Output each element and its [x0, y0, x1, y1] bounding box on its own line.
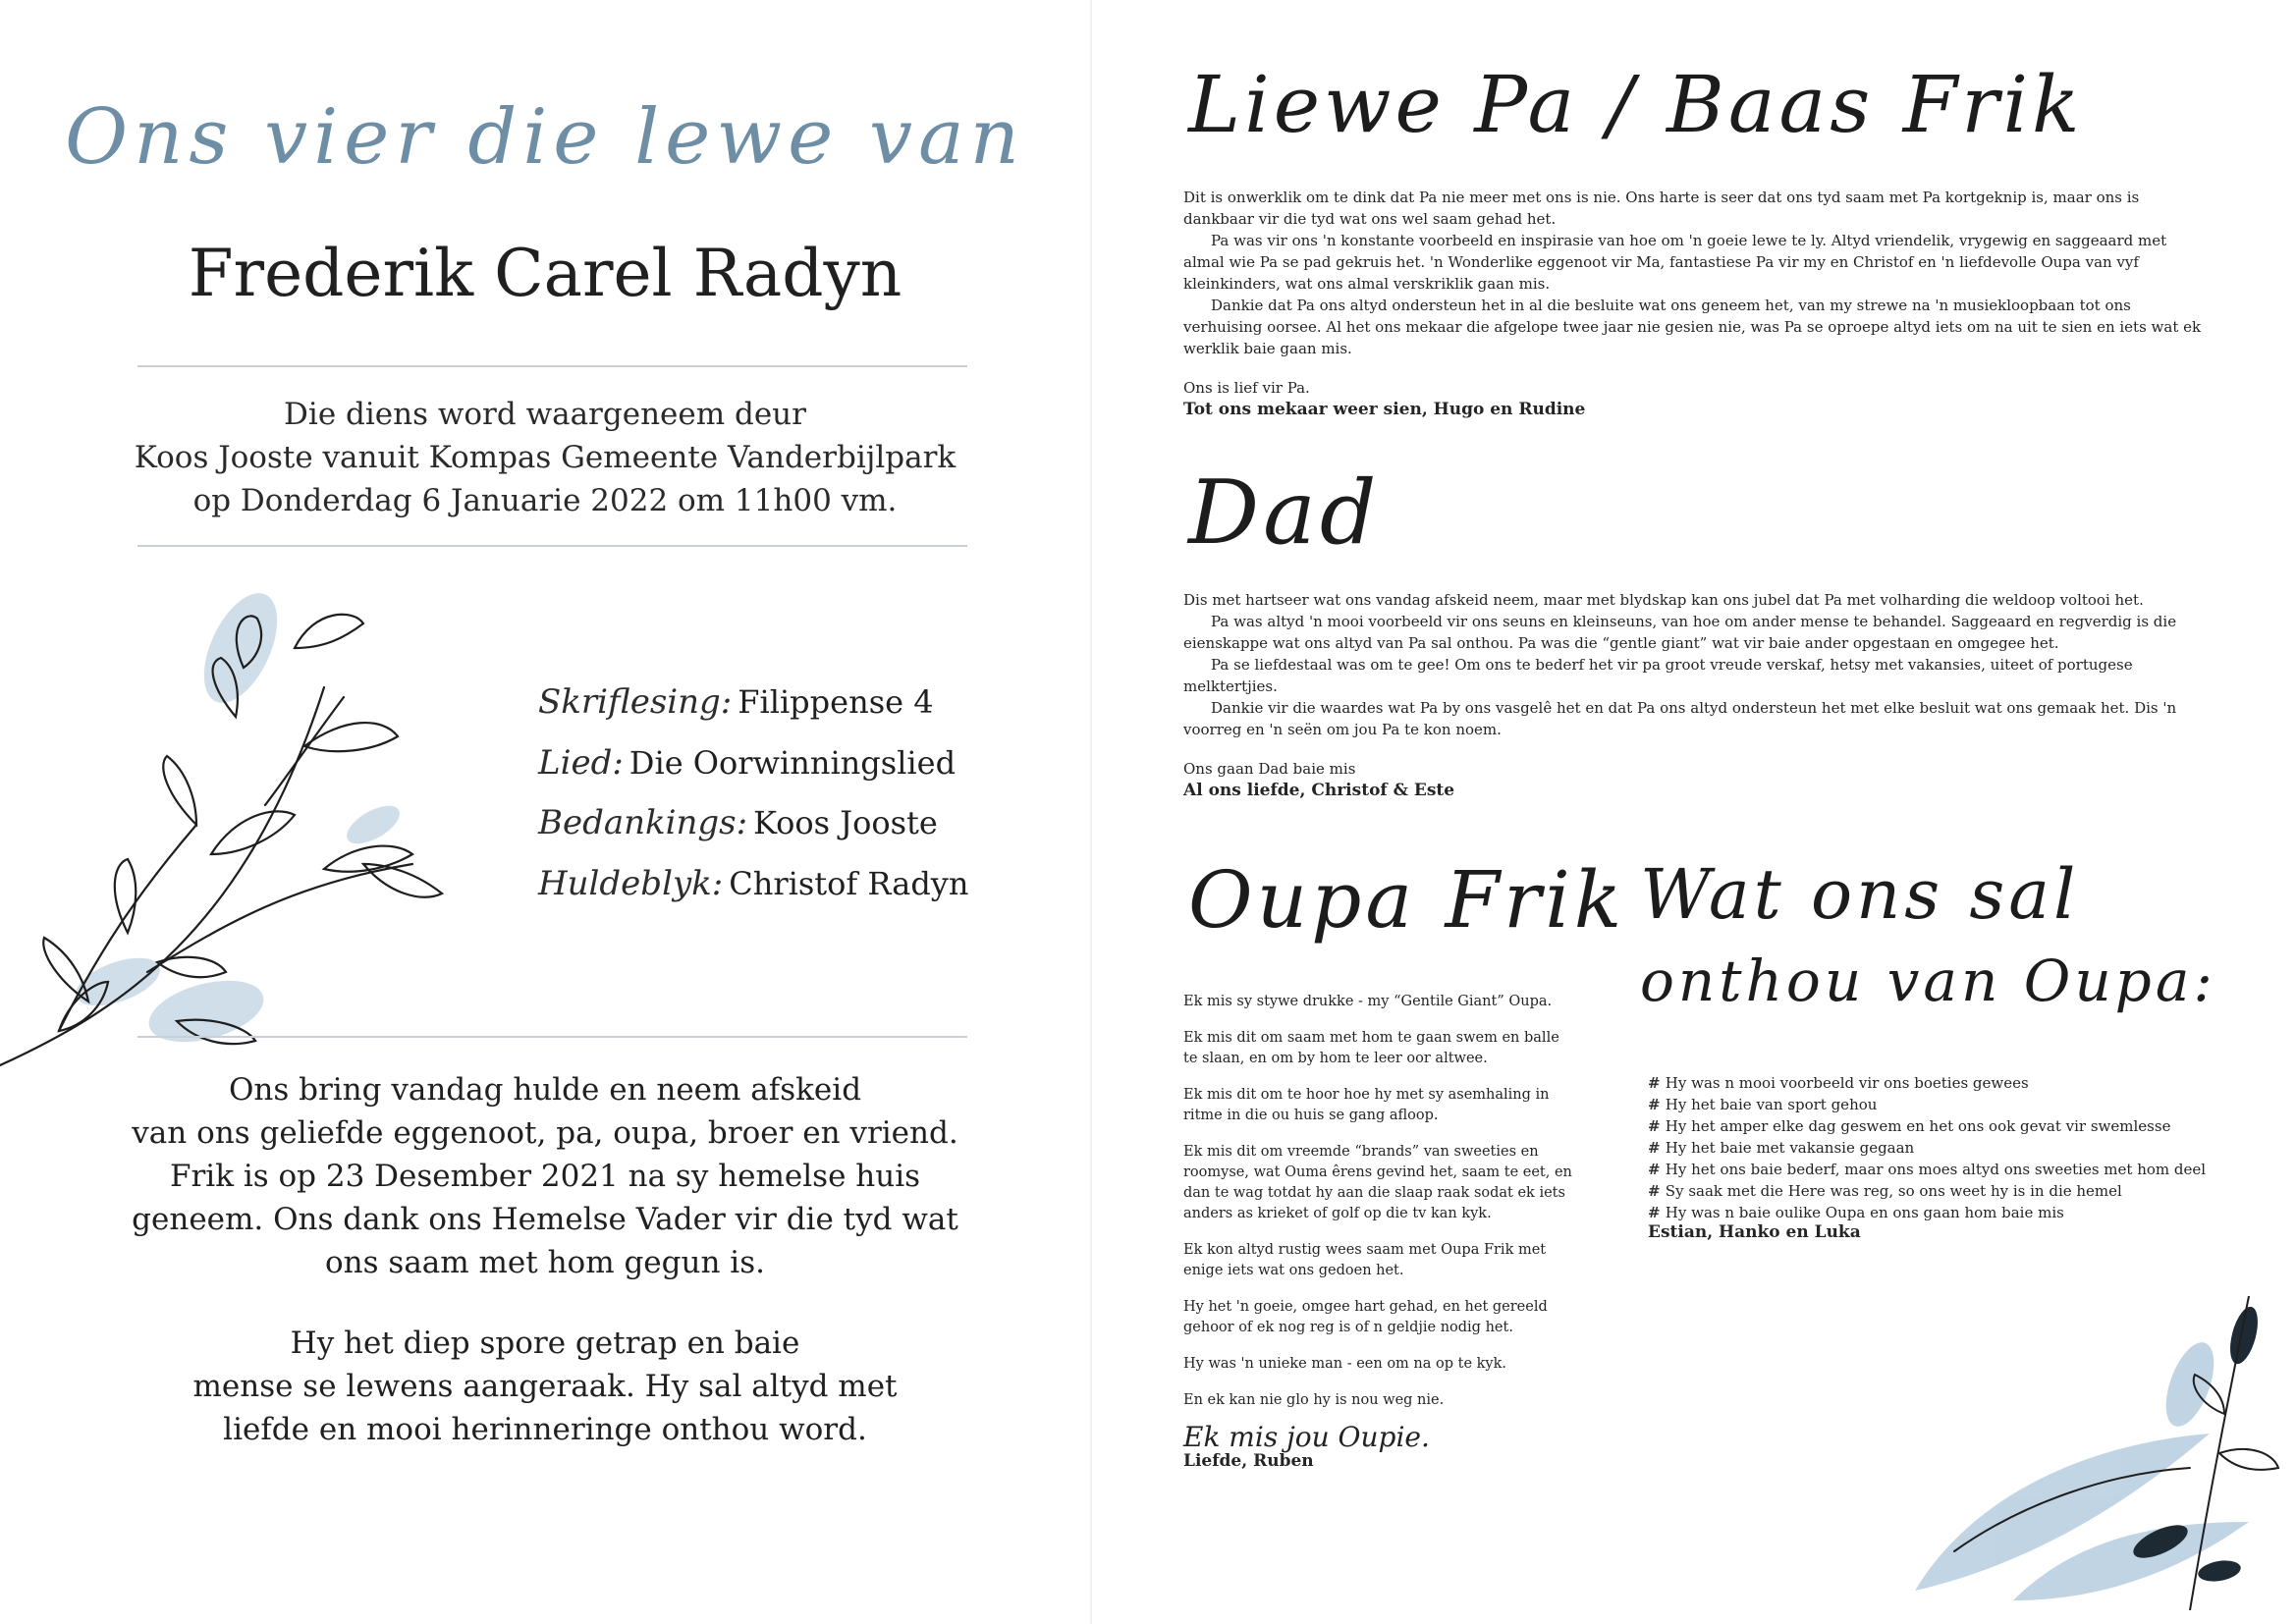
- tribute-line: Hy het diep spore getrap en baie: [290, 1326, 800, 1361]
- dad-body: [1183, 589, 2205, 801]
- oupa-frik-body: [1183, 992, 1576, 1488]
- wat-ons-list: [1648, 1072, 2237, 1243]
- closing-line: Ons is lief vir Pa.: [1183, 379, 1310, 397]
- paragraph: En ek kan nie glo hy is nou weg nie.: [1183, 1392, 1445, 1408]
- program-item: [538, 743, 956, 783]
- paragraph: Dis met hartseer wat ons vandag afskeid neem, maar met blydskap kan ons jubel dat Pa met volharding die weldoop voltooi het.: [1183, 591, 2144, 609]
- heading-dad: Dad: [1188, 461, 1381, 565]
- list-item: # Hy het baie van sport gehou: [1648, 1094, 2237, 1115]
- program-label: Lied:: [538, 743, 624, 783]
- leaf-corner-icon: [1895, 1296, 2288, 1610]
- heading-liewe-pa: Liewe Pa / Baas Frik: [1188, 59, 2084, 150]
- tribute-line: geneem. Ons dank ons Hemelse Vader vir die tyd wat: [132, 1202, 958, 1237]
- tribute-text: [0, 1068, 1090, 1284]
- signature: Liefde, Ruben: [1183, 1451, 1314, 1471]
- paragraph: Pa was vir ons 'n konstante voorbeeld en inspirasie van hoe om 'n goeie lewe te ly. Altyd vriendelik, vrygewig en saggeaard met almal wie Pa se pad gekruis het. 'n Wonderlike eggenoot vir Ma, fantastiese Pa vir my en Christof en 'n liefdevolle Oupa van vyf kleinkinders, wat ons almal verskriklik gaan mis.: [1183, 232, 2167, 293]
- list-item: # Hy het ons baie bederf, maar ons moes altyd ons sweeties met hom deel: [1648, 1159, 2237, 1180]
- program-label: Bedankings:: [538, 803, 748, 842]
- paragraph: Ek mis dit om saam met hom te gaan swem en balle te slaan, en om by hom te leer oor altwee.: [1183, 1030, 1559, 1066]
- program-value: Koos Jooste: [753, 804, 938, 841]
- left-page: [0, 0, 1090, 1624]
- list-item: # Hy was n baie oulike Oupa en ons gaan hom baie mis: [1648, 1202, 2237, 1223]
- deceased-name: Frederik Carel Radyn: [188, 236, 902, 311]
- list-item: # Hy het amper elke dag geswem en het ons ook gevat vir swemlesse: [1648, 1115, 2237, 1137]
- script-title: Ons vier die lewe van: [65, 93, 1025, 182]
- liewe-pa-body: [1183, 187, 2205, 420]
- right-page: [1090, 0, 2296, 1624]
- list-item: # Hy was n mooi voorbeeld vir ons boeties gewees: [1648, 1072, 2237, 1094]
- list-item: # Hy het baie met vakansie gegaan: [1648, 1137, 2237, 1159]
- service-line: Die diens word waargeneem deur: [284, 397, 806, 432]
- tribute-line: ons saam met hom gegun is.: [325, 1245, 765, 1280]
- divider-bottom: [137, 1036, 967, 1038]
- paragraph: Ek mis dit om vreemde “brands” van sweeties en roomyse, wat Ouma êrens gevind het, saam te eet, en dan te wag totdat hy aan die slaap raak sodat ek iets anders as krieket of golf op die tv kan kyk.: [1183, 1144, 1572, 1221]
- program-item: [538, 864, 968, 903]
- service-line: op Donderdag 6 Januarie 2022 om 11h00 vm.: [192, 483, 898, 518]
- divider-middle: [137, 545, 967, 547]
- heading-wat-ons-2: onthou van Oupa:: [1640, 947, 2216, 1014]
- program-item: [538, 803, 938, 842]
- tribute-line: Ons bring vandag hulde en neem afskeid: [228, 1072, 862, 1108]
- script-signoff: Ek mis jou Oupie.: [1183, 1421, 1430, 1453]
- leaf-branch-icon: [0, 569, 462, 1080]
- program-value: Filippense 4: [738, 683, 934, 721]
- program-label: Skriflesing:: [538, 682, 733, 722]
- service-line: Koos Jooste vanuit Kompas Gemeente Vanderbijlpark: [134, 440, 957, 475]
- paragraph: Pa se liefdestaal was om te gee! Om ons te bederf het vir pa groot vreude verskaf, hetsy met vakansies, uiteet of portugese melktertjies.: [1183, 656, 2133, 695]
- program-item: [538, 682, 934, 722]
- signature: Tot ons mekaar weer sien, Hugo en Rudine: [1183, 400, 1586, 419]
- divider-top: [137, 365, 967, 367]
- list-item: # Sy saak met die Here was reg, so ons weet hy is in die hemel: [1648, 1180, 2237, 1202]
- paragraph: Ek mis dit om te hoor hoe hy met sy asemhaling in ritme in die ou huis se gang afloop.: [1183, 1087, 1550, 1123]
- paragraph: Hy was 'n unieke man - een om na op te kyk.: [1183, 1356, 1507, 1372]
- program-value: Die Oorwinningslied: [629, 744, 957, 782]
- heading-oupa-frik: Oupa Frik: [1188, 854, 1626, 946]
- tribute-line: mense se lewens aangeraak. Hy sal altyd met: [192, 1369, 898, 1404]
- paragraph: Ek kon altyd rustig wees saam met Oupa Frik met enige iets wat ons gedoen het.: [1183, 1242, 1547, 1278]
- paragraph: Pa was altyd 'n mooi voorbeeld vir ons seuns en kleinseuns, van hoe om ander mense te behandel. Saggeaard en regverdig is die eienskappe wat ons altyd van Pa sal onthou. Pa was die “gentle giant” wat vir baie ander opgestaan en omgegee het.: [1183, 613, 2177, 652]
- tribute-text-2: [0, 1322, 1090, 1451]
- program-label: Huldeblyk:: [538, 864, 724, 903]
- paragraph: Hy het 'n goeie, omgee hart gehad, en het gereeld gehoor of ek nog reg is of n geldjie nodig het.: [1183, 1299, 1548, 1335]
- paragraph: Dit is onwerklik om te dink dat Pa nie meer met ons is nie. Ons harte is seer dat ons tyd saam met Pa kortgeknip is, maar ons is dankbaar vir die tyd wat ons wel saam gehad het.: [1183, 189, 2140, 228]
- paragraph: Dankie dat Pa ons altyd ondersteun het in al die besluite wat ons geneem het, van my strewe na 'n musiekloopbaan tot ons verhuising oorsee. Al het ons mekaar die afgelope twee jaar nie gesien nie, was Pa se oproepe altyd iets om na uit te sien en iets wat ek werklik baie gaan mis.: [1183, 297, 2202, 357]
- program-value: Christof Radyn: [729, 865, 969, 902]
- closing-line: Ons gaan Dad baie mis: [1183, 760, 1356, 778]
- tribute-line: van ons geliefde eggenoot, pa, oupa, broer en vriend.: [132, 1115, 958, 1151]
- paragraph: Ek mis sy stywe drukke - my “Gentile Giant” Oupa.: [1183, 994, 1553, 1009]
- signature: Al ons liefde, Christof & Este: [1183, 781, 1455, 800]
- paragraph: Dankie vir die waardes wat Pa by ons vasgelê het en dat Pa ons altyd ondersteun het met elke besluit wat ons gemaak het. Dis 'n voorreg en 'n seën om jou Pa te kon noem.: [1183, 699, 2177, 738]
- signature: Estian, Hanko en Luka: [1648, 1222, 1861, 1242]
- service-details: [0, 393, 1090, 522]
- tribute-line: liefde en mooi herinneringe onthou word.: [223, 1412, 867, 1447]
- heading-wat-ons: Wat ons sal: [1640, 854, 2080, 935]
- tribute-line: Frik is op 23 Desember 2021 na sy hemelse huis: [169, 1159, 921, 1194]
